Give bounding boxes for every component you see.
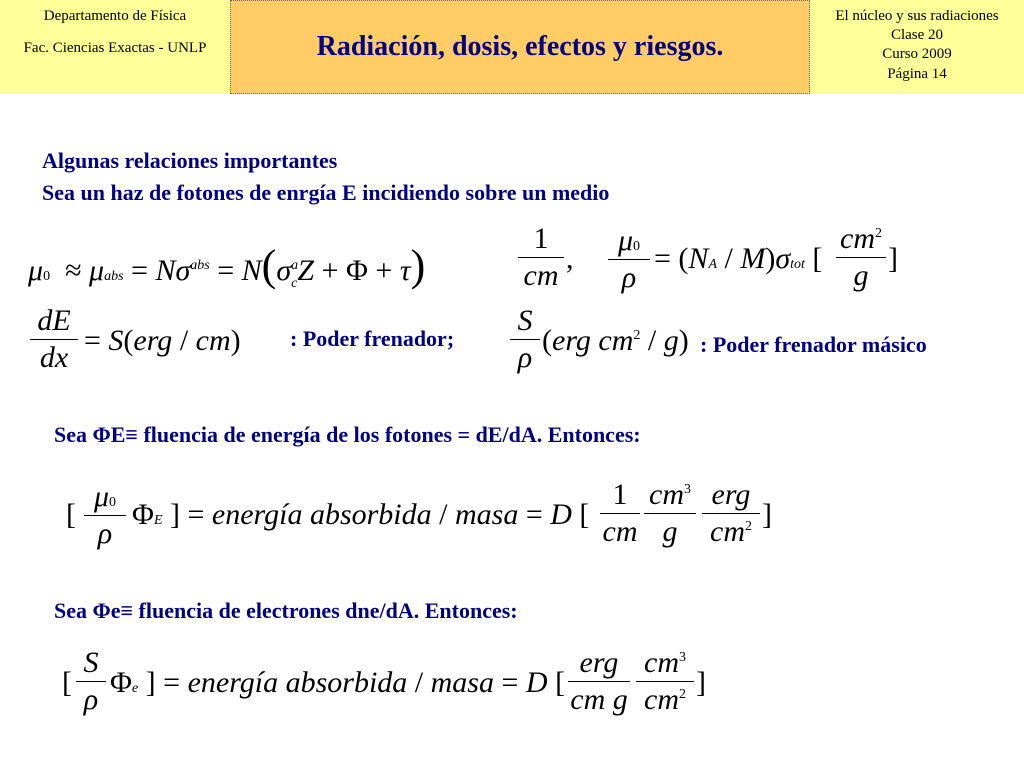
course-topic: El núcleo y sus radiaciones — [835, 8, 999, 24]
faculty-text: Fac. Ciencias Exactas - UNLP — [23, 40, 207, 56]
bracket: ] — [888, 242, 898, 275]
header-left — [0, 0, 230, 94]
photon-fluence-text: Sea ΦE≡ fluencia de energía de los fotones = dE/dA. Entonces: — [54, 422, 641, 447]
cm2-over-g-fraction: $\frac{cm^2}{g}$ — [836, 224, 886, 291]
photon-dose-equation: ΦE ] = energía absorbida / masa = D [ — [132, 498, 590, 531]
eq3-cm3-over-g: $\frac{cm^3}{g}$ — [644, 480, 696, 547]
department-text: Departamento de Física — [43, 8, 187, 24]
electron-dose-equation: Φe ] = energía absorbida / masa = D [ — [110, 666, 566, 699]
page-title: Radiación, dosis, efectos y riesgos. — [316, 31, 724, 62]
mass-attenuation-equation: = (NA / M)σtot [ — [654, 242, 823, 275]
eq4-cm3-over-cm2: $\frac{cm^3}{cm^2}$ — [636, 648, 694, 715]
course-year: Curso 2009 — [882, 46, 952, 62]
eq4-erg-over-cmg: erg cm g — [568, 648, 630, 715]
eq3-bracket-open: [ — [66, 498, 76, 531]
eq3-bracket-close: ] — [762, 498, 772, 531]
eq3-erg-over-cm2: erg $cm^2$ — [702, 480, 760, 547]
stopping-power-label: : Poder frenador; — [290, 326, 455, 351]
attenuation-equation: $\mu 0 \approx \mu abs = N\sigma^{abs} = N(\sigma^a_cZ + \Phi + \tau)$ — [28, 241, 426, 291]
intro-text: Sea un haz de fotones de enrgía E incidiendo sobre un medio — [42, 180, 610, 205]
mass-stopping-units: (erg $cm^2 / g$) — [542, 324, 689, 357]
eq3-one-over-cm: $\frac{1}{cm}$ — [600, 480, 640, 547]
eq4-S-over-rho: $\frac{S}{\rho}$ — [76, 648, 106, 715]
eq3-mu-over-rho: $\frac{\mu 0}{\rho}$ — [84, 482, 126, 549]
page-number: Página 14 — [887, 66, 947, 82]
header-center — [230, 0, 810, 94]
eq4-bracket-open: [ — [62, 666, 72, 699]
S-over-rho-fraction: $\frac{S}{\rho}$ — [510, 306, 540, 373]
comma: , — [566, 242, 574, 275]
dE-over-dx-fraction: $\frac{dE}{dx}$ — [30, 306, 78, 373]
one-over-cm-fraction: $\frac{1}{cm}$ — [518, 224, 564, 291]
mass-stopping-power-label: : Poder frenador másico — [700, 332, 927, 357]
intro-heading: Algunas relaciones importantes — [42, 148, 338, 173]
eq4-bracket-close: ] — [696, 666, 706, 699]
class-number: Clase 20 — [890, 27, 944, 43]
header-right — [810, 0, 1024, 94]
electron-fluence-text: Sea Φe≡ fluencia de electrones dne/dA. Entonces: — [54, 598, 518, 623]
stopping-power-equation: = S(erg / cm) — [84, 324, 241, 357]
mu-over-rho-fraction: $\frac{\mu 0}{\rho}$ — [608, 226, 650, 293]
